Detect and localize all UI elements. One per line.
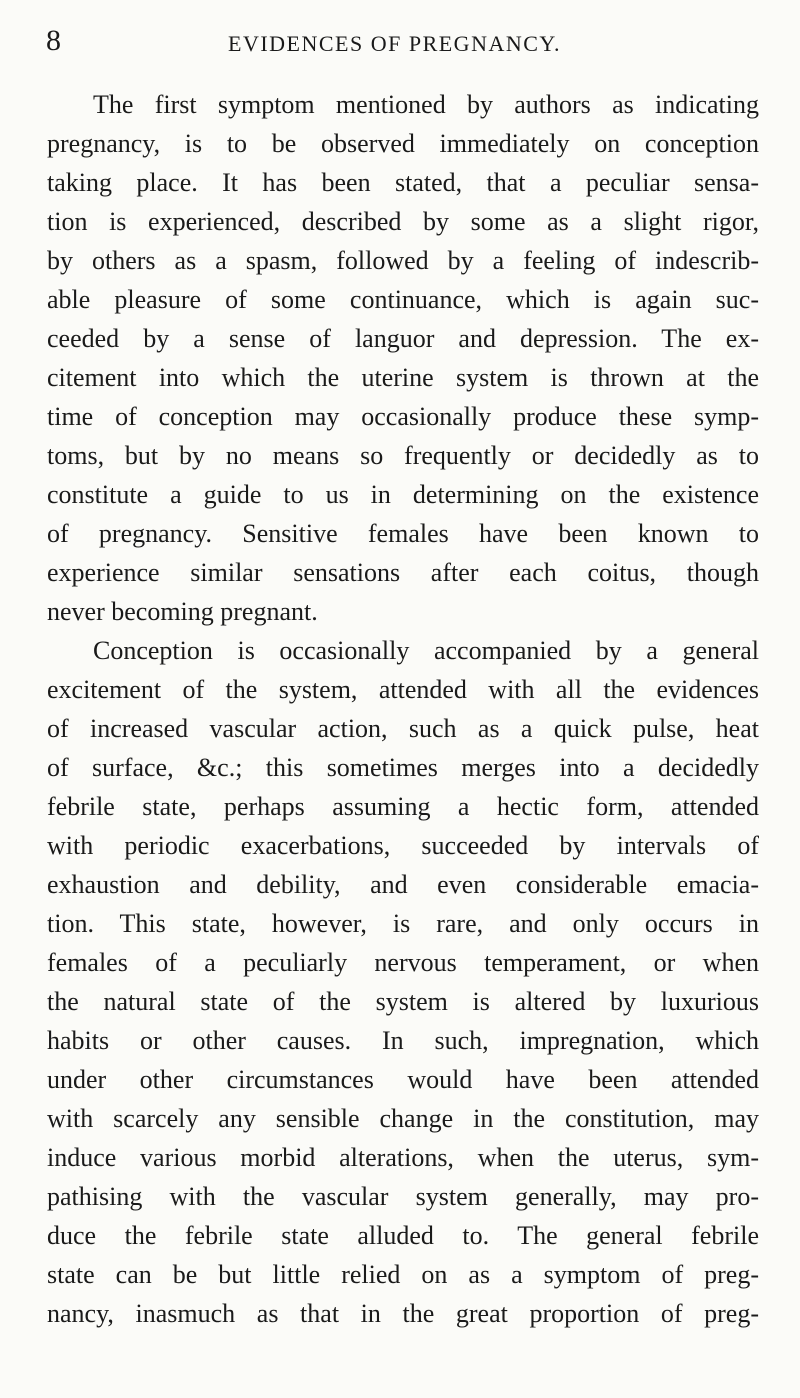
paragraph-1 [47, 85, 759, 631]
text-line: The first symptom mentioned by authors as indicating [93, 90, 759, 119]
text-line: able pleasure of some continuance, which is again suc- [47, 285, 759, 314]
text-line: duce the febrile state alluded to. The general febrile [47, 1221, 759, 1250]
text-line: habits or other causes. In such, impregnation, which [47, 1026, 759, 1055]
text-line: experience similar sensations after each coitus, though [47, 558, 759, 587]
text-line: never becoming pregnant. [47, 597, 318, 626]
text-line: with periodic exacerbations, succeeded by intervals of [47, 831, 759, 860]
text-line: nancy, inasmuch as that in the great proportion of preg- [47, 1299, 759, 1328]
text-line: excitement of the system, attended with all the evidences [47, 675, 759, 704]
text-line: constitute a guide to us in determining on the existence [47, 480, 759, 509]
text-line: females of a peculiarly nervous temperament, or when [47, 948, 759, 977]
text-line: tion is experienced, described by some as a slight rigor, [47, 207, 759, 236]
text-line: time of conception may occasionally produce these symp- [47, 402, 759, 431]
text-line: of surface, &c.; this sometimes merges into a decidedly [47, 753, 759, 782]
paragraph-2 [47, 631, 759, 1333]
text-line: taking place. It has been stated, that a peculiar sensa- [47, 168, 759, 197]
text-line: Conception is occasionally accompanied by a general [93, 636, 759, 665]
text-line: of pregnancy. Sensitive females have been known to [47, 519, 759, 548]
text-line: with scarcely any sensible change in the constitution, may [47, 1104, 759, 1133]
text-line: pathising with the vascular system generally, may pro- [47, 1182, 759, 1211]
text-line: tion. This state, however, is rare, and only occurs in [47, 909, 759, 938]
text-line: ceeded by a sense of languor and depression. The ex- [47, 324, 759, 353]
text-line: by others as a spasm, followed by a feeling of indescrib- [47, 246, 759, 275]
running-head: EVIDENCES OF PREGNANCY. [228, 31, 561, 56]
page-number: 8 [46, 24, 61, 57]
page-header [46, 22, 756, 62]
text-line: toms, but by no means so frequently or decidedly as to [47, 441, 759, 470]
body-text [47, 85, 759, 1333]
text-line: of increased vascular action, such as a quick pulse, heat [47, 714, 759, 743]
text-line: febrile state, perhaps assuming a hectic form, attended [47, 792, 759, 821]
text-line: exhaustion and debility, and even considerable emacia- [47, 870, 759, 899]
text-line: the natural state of the system is altered by luxurious [47, 987, 759, 1016]
text-line: citement into which the uterine system is thrown at the [47, 363, 759, 392]
text-line: under other circumstances would have been attended [47, 1065, 759, 1094]
text-line: induce various morbid alterations, when the uterus, sym- [47, 1143, 759, 1172]
text-line: state can be but little relied on as a symptom of preg- [47, 1260, 759, 1289]
text-line: pregnancy, is to be observed immediately on conception [47, 129, 759, 158]
